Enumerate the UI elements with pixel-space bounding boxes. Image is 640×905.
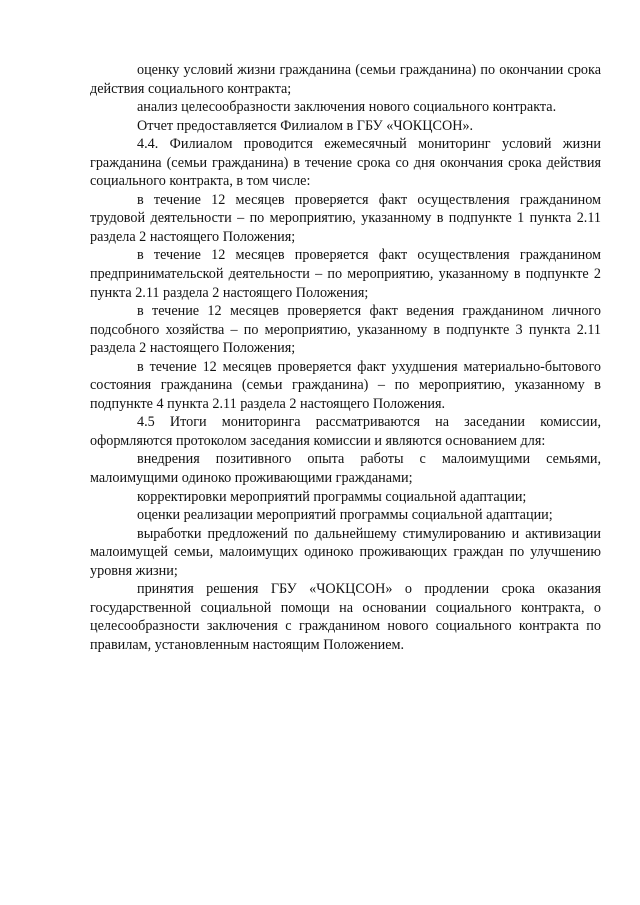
document-body: [90, 61, 601, 655]
paragraph: корректировки мероприятий программы социальной адаптации;: [137, 488, 527, 505]
paragraph: в течение 12 месяцев проверяется факт осуществления гражданином трудовой деятельности – по мероприятию, указанному в подпункте 1 пункта 2.11 раздела 2 настоящего Положения;: [90, 191, 601, 245]
paragraph: в течение 12 месяцев проверяется факт ведения гражданином личного подсобного хозяйства – по мероприятию, указанному в подпункте 3 пункта 2.11 раздела 2 настоящего Положения;: [90, 303, 601, 357]
paragraph: выработки предложений по дальнейшему стимулированию и активизации малоимущей семьи, малоимущих одиноко проживающих граждан по улучшению уровня жизни;: [90, 525, 601, 579]
paragraph: 4.4. Филиалом проводится ежемесячный мониторинг условий жизни гражданина (семьи гражданина) в течение срока со дня окончания срока действия социального контракта, в том числе:: [90, 136, 601, 190]
paragraph: в течение 12 месяцев проверяется факт ухудшения материально-бытового состояния гражданина (семьи гражданина) – по мероприятию, указанному в подпункте 4 пункта 2.11 раздела 2 настоящего Положения.: [90, 358, 601, 412]
paragraph: анализ целесообразности заключения нового социального контракта.: [137, 99, 557, 116]
paragraph: принятия решения ГБУ «ЧОКЦСОН» о продлении срока оказания государственной социальной помощи на основании социального контракта, о целесообразности заключения с гражданином нового социального контракта по правилам, установленным настоящим Положением.: [90, 581, 601, 653]
paragraph: 4.5 Итоги мониторинга рассматриваются на заседании комиссии, оформляются протоколом заседания комиссии и являются основанием для:: [90, 414, 601, 449]
paragraph: в течение 12 месяцев проверяется факт осуществления гражданином предпринимательской деятельности – по мероприятию, указанному в подпункте 2 пункта 2.11 раздела 2 настоящего Положения;: [90, 247, 601, 301]
paragraph: Отчет предоставляется Филиалом в ГБУ «ЧОКЦСОН».: [137, 117, 474, 134]
paragraph: оценку условий жизни гражданина (семьи гражданина) по окончании срока действия социального контракта;: [90, 62, 601, 97]
paragraph: внедрения позитивного опыта работы с малоимущими семьями, малоимущими одиноко проживающими гражданами;: [90, 451, 601, 487]
paragraph: оценки реализации мероприятий программы социальной адаптации;: [137, 507, 553, 524]
